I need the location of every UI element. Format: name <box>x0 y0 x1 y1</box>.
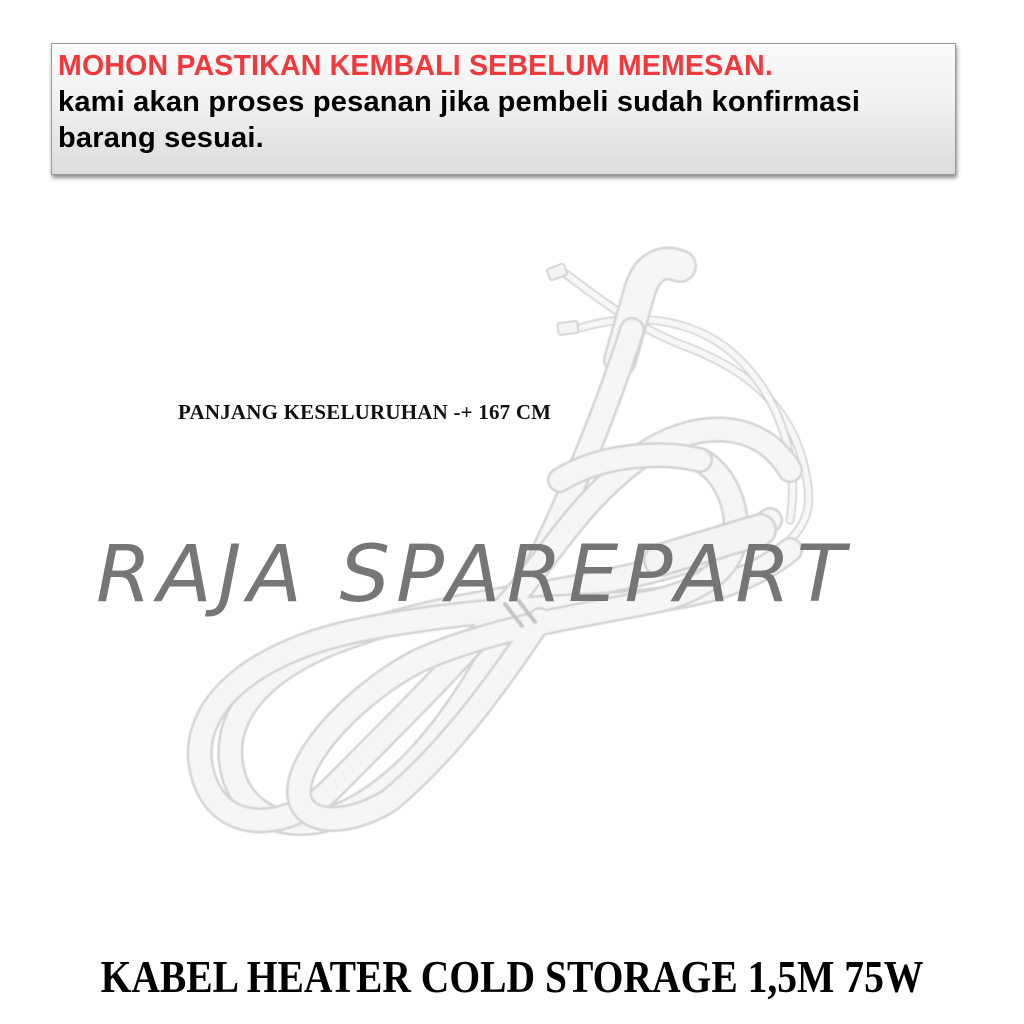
notice-body-line-2: barang sesuai. <box>58 122 264 154</box>
notice-title: MOHON PASTIKAN KEMBALI SEBELUM MEMESAN. <box>58 50 774 82</box>
overall-length-label: PANJANG KESELURUHAN -+ 167 CM <box>178 400 552 424</box>
store-watermark: RAJA SPAREPART <box>96 530 852 620</box>
product-title: KABEL HEATER COLD STORAGE 1,5M 75W <box>100 951 924 1002</box>
notice-body-line-1: kami akan proses pesanan jika pembeli sudah konfirmasi <box>58 86 861 118</box>
